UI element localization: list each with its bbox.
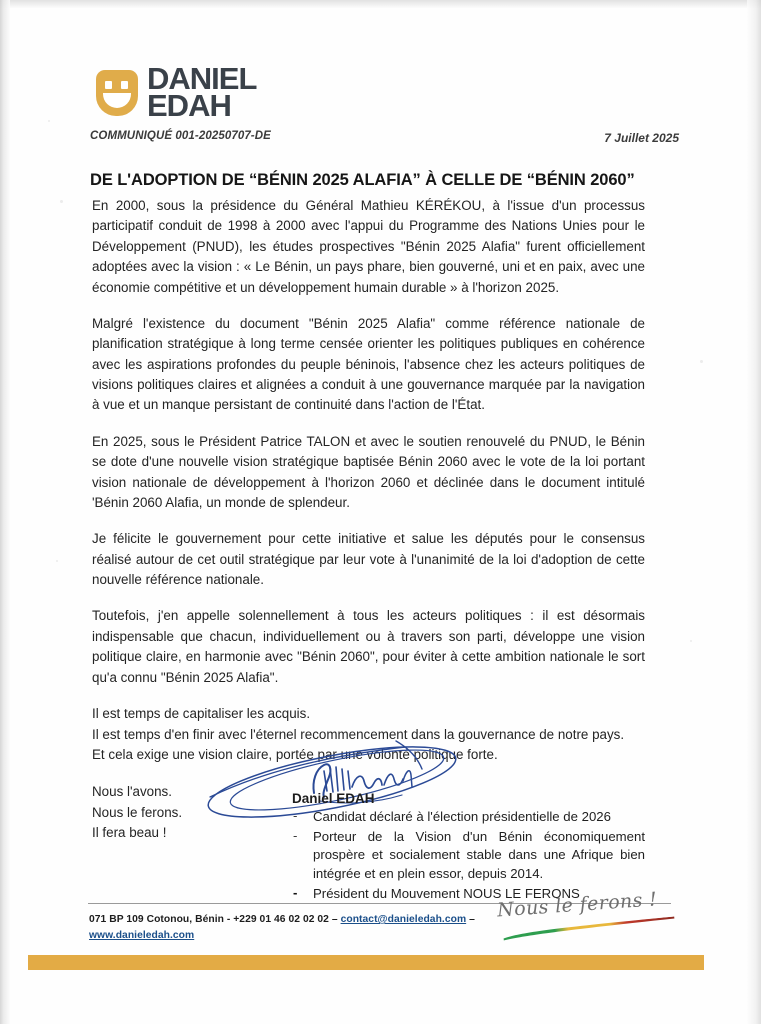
paragraph: Je félicite le gouvernement pour cette initiative et salue les députés pour le consensus réalisé autour de cet outil stratégique par leur vote à l'unanimité de la loi d'adoption de cette nouvelle référence nationale. [92, 531, 645, 587]
communique-reference: COMMUNIQUÉ 001-20250707-DE [90, 130, 271, 142]
brand-name-last: EDAH [147, 87, 231, 123]
brand-wordmark [147, 61, 257, 123]
closing-line: Et cela exige une vision claire, portée par une volonté politique forte. [92, 747, 498, 763]
signoff-line: Nous l'avons. [92, 784, 172, 800]
communique-date: 7 Juillet 2025 [604, 131, 679, 145]
website-link[interactable]: www.danieledah.com [89, 929, 195, 941]
slogan-text: Nous le ferons ! [496, 888, 658, 922]
smiley-eye-right-icon [121, 81, 128, 89]
footer-separator: – [469, 914, 475, 925]
paragraph: En 2025, sous le Président Patrice TALON et avec le soutien renouvelé du PNUD, le Bénin se dote d'une nouvelle vision stratégique baptisée Bénin 2060 avec le vote de la loi portant vision nationale de développement à l'horizon 2060 et déclinée dans le document intitulé 'Bénin 2060 Alafia, un monde de splendeur. [92, 433, 645, 510]
closing-line: Il est temps de capitaliser les acquis. [92, 705, 311, 721]
smiley-eye-left-icon [105, 81, 112, 89]
signoff-line: Il fera beau ! [92, 824, 167, 840]
page-title: DE L'ADOPTION DE “BÉNIN 2025 ALAFIA” À CELLE DE “BÉNIN 2060” [90, 171, 635, 190]
email-link[interactable]: contact@danieledah.com [340, 914, 467, 925]
paragraph: En 2000, sous la présidence du Général Mathieu KÉRÉKOU, à l'issue d'un processus participatif conduit de 1998 à 2000 avec l'appui du Programme des Nations Unies pour le Développement (PNUD), les études prospectives "Bénin 2025 Alafia" furent officiellement adoptées avec la vision : « Le Bénin, un pays phare, bien gouverné, uni et en paix, avec une économie compétitive et un développement humain durable » à l'horizon 2025. [92, 198, 645, 295]
dash-bullet-icon: - [293, 808, 298, 823]
credential-text: Porteur de la Vision d'un Bénin économiquement prospère et socialement stable dans une Afrique bien intégrée et en plein essor, depuis 2014. [313, 828, 645, 882]
dash-bullet-icon: - [293, 827, 298, 843]
footer-accent-bar [28, 955, 704, 970]
brand-name-first: DANIEL [147, 61, 257, 96]
slogan-block [496, 888, 683, 941]
closing-line: Il est temps d'en finir avec l'éternel recommencement dans la gouvernance de notre pays. [92, 726, 625, 742]
paragraph: Malgré l'existence du document "Bénin 2025 Alafia" comme référence nationale de planification stratégique à long terme censée orienter les politiques publiques en cohérence avec les aspirations profondes du peuple béninois, l'absence chez les acteurs politiques de visions politiques claires et alignées a conduit à une gouvernance marquée par la navigation à vue et un manque persistant de continuité dans l'action de l'État. [92, 315, 645, 413]
credentials-list [285, 808, 645, 905]
smiley-mouth-icon [103, 93, 131, 108]
dash-bullet-icon: - [293, 884, 298, 900]
credential-item [285, 828, 645, 884]
closing-statement [92, 704, 645, 766]
credential-text: Président du Mouvement NOUS LE FERONS [313, 885, 580, 901]
paragraph: Toutefois, j'en appelle solennellement à tous les acteurs politiques : il est désormais indispensable que chacun, individuellement ou à travers son parti, développe une vision politique claire, en harmonie avec "Bénin 2060", pour éviter à cette ambition nationale le sort qu'a connu "Bénin 2025 Alafia". [92, 608, 645, 685]
letterhead [96, 61, 257, 123]
credential-text: Candidat déclaré à l'élection présidentielle de 2026 [313, 809, 611, 824]
signoff-line: Nous le ferons. [92, 804, 183, 820]
smiley-face-icon [96, 70, 138, 116]
signature-name: Daniel EDAH [292, 791, 375, 806]
credential-item [285, 808, 645, 827]
footer-address: 071 BP 109 Cotonou, Bénin - +229 01 46 02 02 02 – [89, 914, 338, 925]
footer-contact [89, 912, 489, 944]
document-body [92, 196, 645, 843]
benin-flag-swoosh-icon [503, 917, 675, 941]
